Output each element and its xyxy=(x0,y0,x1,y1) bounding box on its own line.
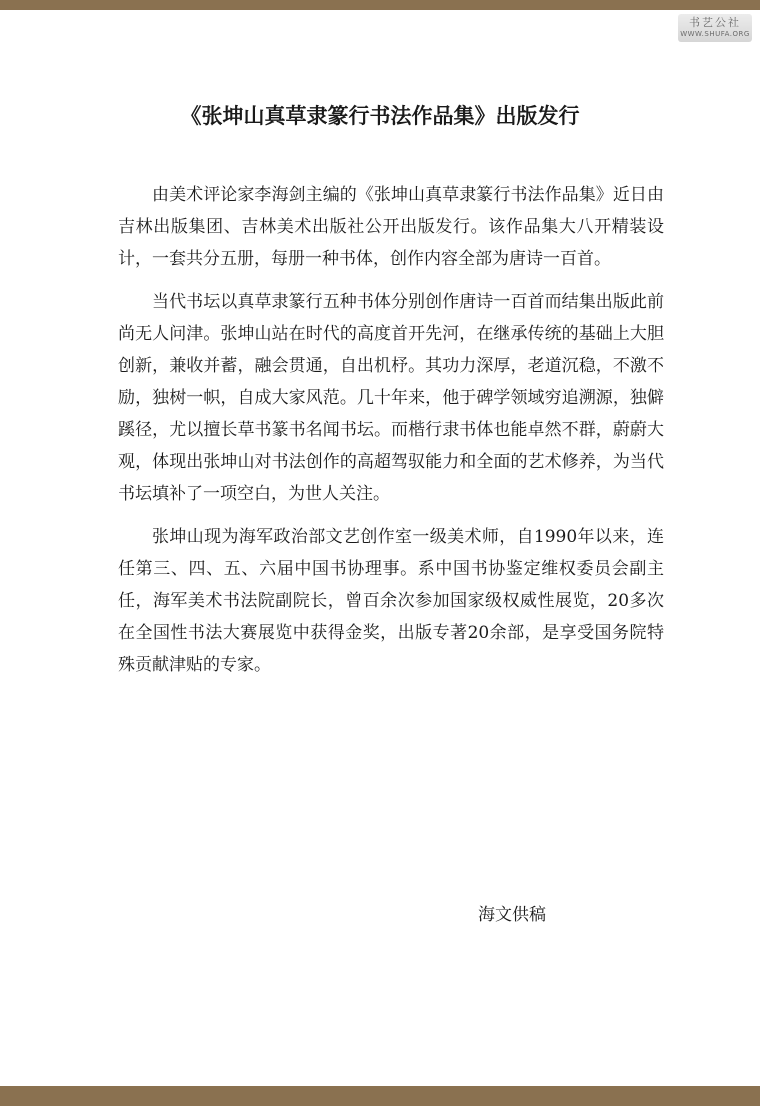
paragraph-significance: 当代书坛以真草隶篆行五种书体分别创作唐诗一百首而结集出版此前尚无人问津。张坤山站在时代的高度首开先河，在继承传统的基础上大胆创新，兼收并蓄，融会贯通，自出机杼。其功力深厚，老道沉稳，不激不励，独树一帜，自成大家风范。几十年来，他于碑学领域穷追溯源，独僻蹊径，尤以擅长草书篆书名闻书坛。而楷行隶书体也能卓然不群，蔚蔚大观，体现出张坤山对书法创作的高超驾驭能力和全面的艺术修养，为当代书坛填补了一项空白，为世人关注。 xyxy=(118,292,664,504)
paragraph-publication: 由美术评论家李海剑主编的《张坤山真草隶篆行书法作品集》近日由吉林出版集团、吉林美术出版社公开出版发行。该作品集大八开精装设计，一套共分五册，每册一种书体，创作内容全部为唐诗一百首。 xyxy=(118,185,664,269)
watermark-site-text: WWW.SHUFA.ORG xyxy=(680,30,750,38)
site-watermark-logo xyxy=(678,14,752,42)
article-body xyxy=(118,179,664,692)
paragraph-biography: 张坤山现为海军政治部文艺创作室一级美术师，自1990年以来，连任第三、四、五、六届中国书协理事。系中国书协鉴定维权委员会副主任，海军美术书法院副院长，曾百余次参加国家级权威性展览，20多次在全国性书法大赛展览中获得金奖，出版专著20余部，是享受国务院特殊贡献津贴的专家。 xyxy=(118,527,664,675)
document-title: 《张坤山真草隶篆行书法作品集》出版发行 xyxy=(180,103,580,128)
watermark-chinese-text: 书艺公社 xyxy=(689,16,741,29)
contributor-signature: 海文供稿 xyxy=(478,905,546,925)
bottom-border-bar xyxy=(0,1086,760,1106)
top-border-bar xyxy=(0,0,760,10)
